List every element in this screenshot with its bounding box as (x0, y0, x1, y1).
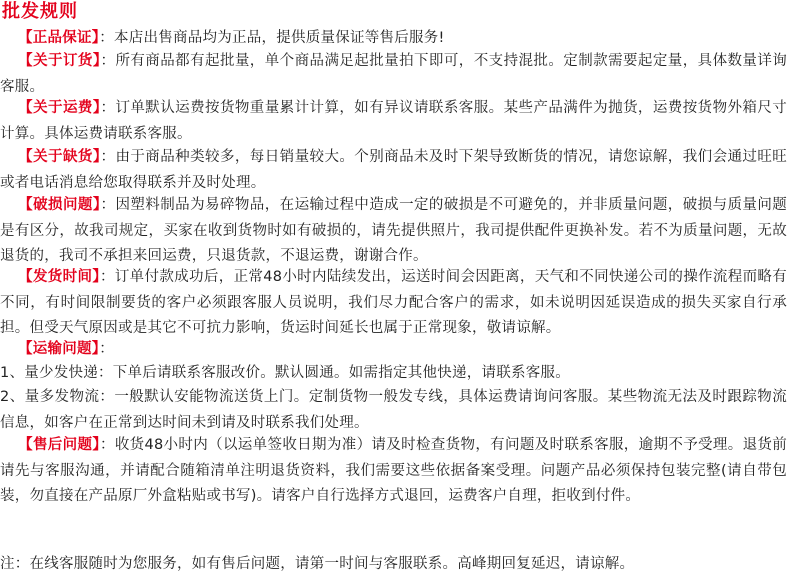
section-transport: 【运输问题】： (18, 341, 114, 357)
section-tag: 【售后问题】 (18, 437, 100, 453)
section-damage: 【破损问题】：因塑料制品为易碎物品，在运输过程中造成一定的破损是不可避免的，并非质量问题，破损与质量问题是有区分，故我司规定，买家在收到货物时如有破损的，请先提供照片，我司提供配件更换补发。若不为质量问题，无故退货的，我司不承担来回运费，只退货款，不退运费，谢谢合作。 (0, 197, 788, 265)
transport-item: 1、量少发快递：下单后请联系客服改价。默认圆通。如需指定其他快递，请联系客服。 (0, 365, 570, 381)
section-text: 收货48小时内（以运单签收日期为准）请及时检查货物，有问题及时联系客服，逾期不予受理。退货前请先与客服沟通，并请配合随箱清单注明退货资料，我们需要这些依据备案受理。问题产品必须保持包装完整(请自带包装，勿直接在产品原厂外盒粘贴或书写)。请客户自行选择方式退回，运费客户自理，拒收到付件。 (0, 437, 788, 505)
section-text: 订单付款成功后，正常48小时内陆续发出，运送时间会因距离，天气和不同快递公司的操作流程而略有不同，有时间限制要货的客户必须跟客服人员说明，我们尽力配合客户的需求，如未说明因延误造成的损失买家自行承担。但受天气原因或是其它不可抗力影响，货运时间延长也属于正常现象，敬请谅解。 (0, 269, 788, 337)
section-tag: 【关于缺货】 (18, 149, 101, 165)
transport-item: 2、量多发物流：一般默认安能物流送货上门。定制货物一般发专线，具体运费请询问客服。某些物流无法及时跟踪物流信息，如客户在正常到达时间未到请及时联系我们处理。 (0, 389, 787, 431)
section-stockout: 【关于缺货】：由于商品种类较多，每日销量较大。个别商品未及时下架导致断货的情况，请您谅解，我们会通过旺旺或者电话消息给您取得联系并及时处理。 (0, 149, 788, 191)
section-tag: 【关于订货】 (18, 53, 101, 69)
section-text: 因塑料制品为易碎物品，在运输过程中造成一定的破损是不可避免的，并非质量问题，破损与质量问题是有区分，故我司规定，买家在收到货物时如有破损的，请先提供照片，我司提供配件更换补发。若不为质量问题，无故退货的，我司不承担来回运费，只退货款，不退运费，谢谢合作。 (0, 197, 788, 265)
section-text: 本店出售商品均为正品，提供质量保证等售后服务! (114, 30, 445, 46)
section-text: 订单默认运费按货物重量累计计算，如有异议请联系客服。某些产品满件为抛货，运费按货物外箱尺寸计算。具体运费请联系客服。 (0, 100, 788, 142)
section-text: 所有商品都有起批量，单个商品满足起批量拍下即可，不支持混批。定制款需要起定量，具体数量详询客服。 (0, 53, 788, 95)
section-after-sales: 【售后问题】：收货48小时内（以运单签收日期为准）请及时检查货物，有问题及时联系客服，逾期不予受理。退货前请先与客服沟通，并请配合随箱清单注明退货资料，我们需要这些依据备案受理。问题产品必须保持包装完整(请自带包装，勿直接在产品原厂外盒粘贴或书写)。请客户自行选择方式退回，运费客户自理，拒收到付件。 (0, 437, 788, 505)
section-order: 【关于订货】：所有商品都有起批量，单个商品满足起批量拍下即可，不支持混批。定制款需要起定量，具体数量详询客服。 (0, 53, 788, 95)
section-tag: 【运输问题】 (18, 341, 100, 357)
section-text: 由于商品种类较多，每日销量较大。个别商品未及时下架导致断货的情况，请您谅解，我们会通过旺旺或者电话消息给您取得联系并及时处理。 (0, 149, 788, 191)
section-tag: 【发货时间】 (18, 269, 100, 285)
page-title: 批发规则 (2, 1, 78, 22)
section-tag: 【破损问题】 (18, 197, 101, 213)
section-tag: 【正品保证】 (18, 30, 100, 46)
section-tag: 【关于运费】 (18, 100, 101, 116)
section-shipping-fee: 【关于运费】：订单默认运费按货物重量累计计算，如有异议请联系客服。某些产品满件为抛货，运费按货物外箱尺寸计算。具体运费请联系客服。 (0, 100, 788, 142)
section-dispatch: 【发货时间】：订单付款成功后，正常48小时内陆续发出，运送时间会因距离，天气和不同快递公司的操作流程而略有不同，有时间限制要货的客户必须跟客服人员说明，我们尽力配合客户的需求，如未说明因延误造成的损失买家自行承担。但受天气原因或是其它不可抗力影响，货运时间延长也属于正常现象，敬请谅解。 (0, 269, 788, 337)
footer-note: 注：在线客服随时为您服务，如有售后问题，请第一时间与客服联系。高峰期回复延迟，请谅解。 (0, 556, 635, 572)
section-quality: 【正品保证】：本店出售商品均为正品，提供质量保证等售后服务! (18, 30, 445, 46)
